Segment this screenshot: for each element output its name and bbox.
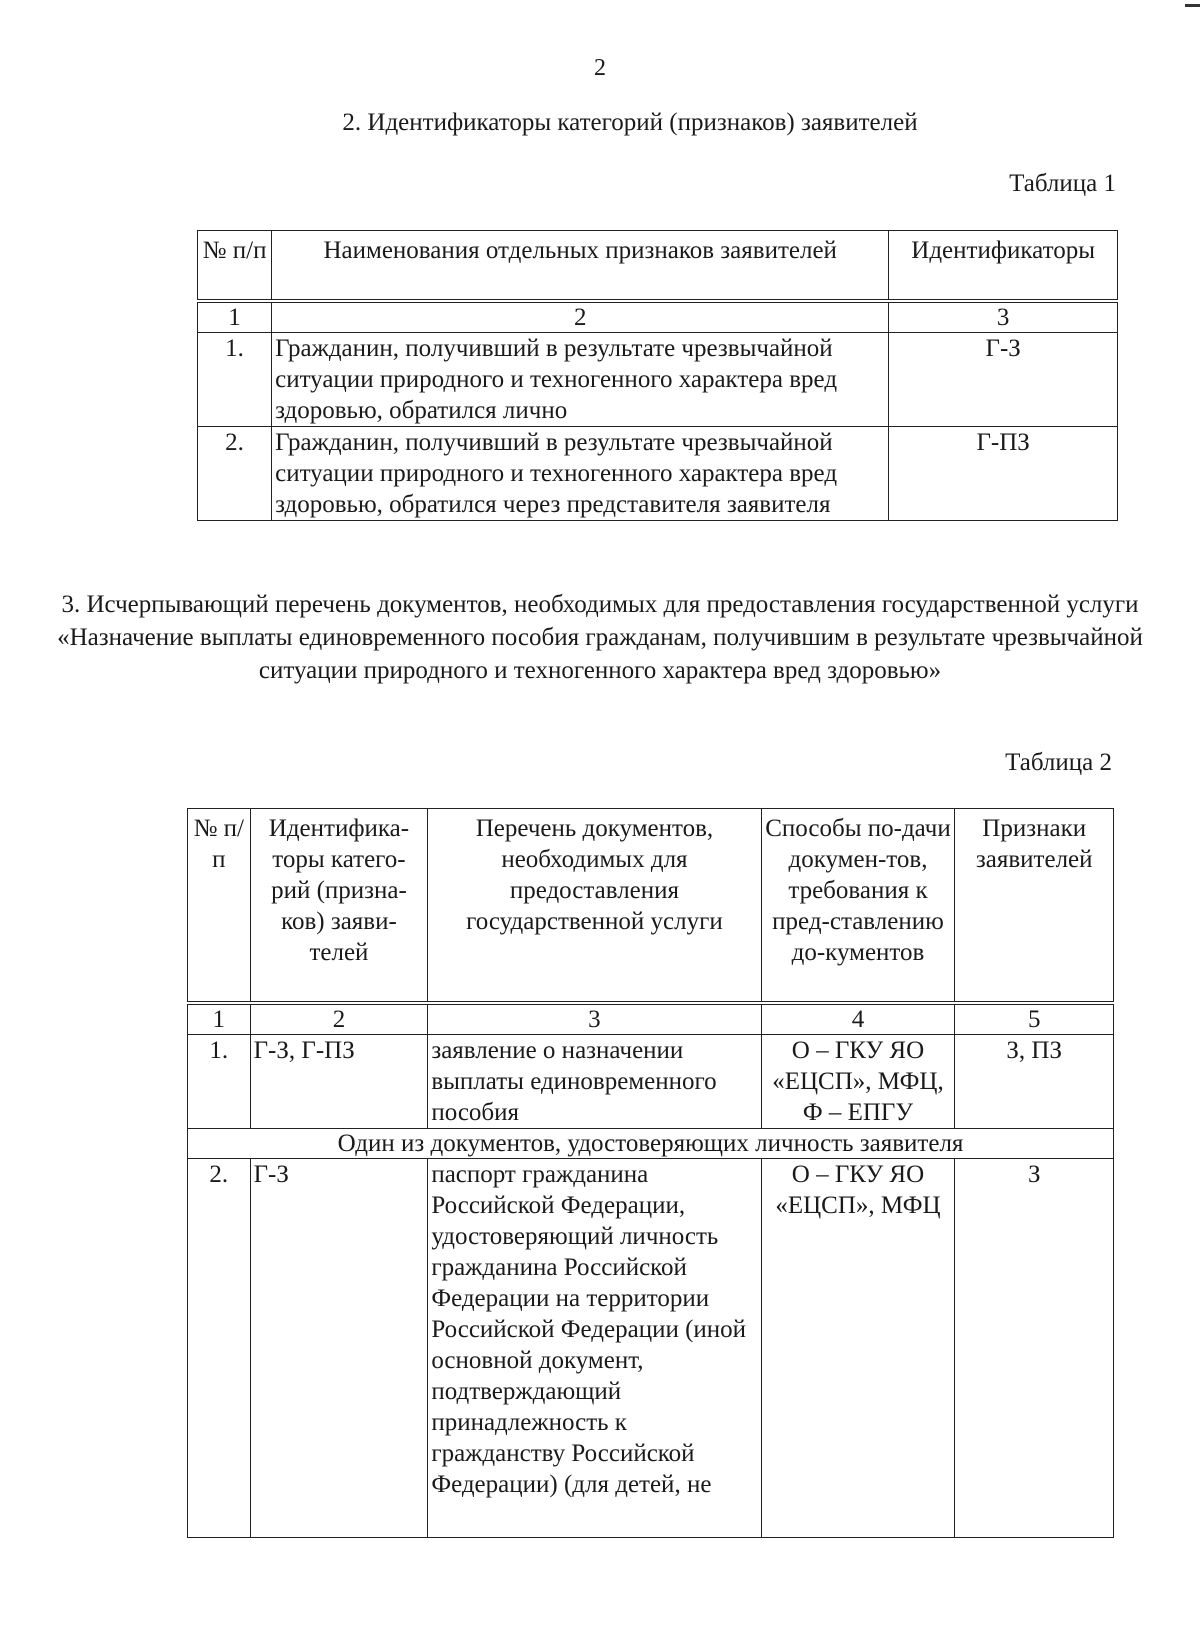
row-number: 1. — [198, 333, 272, 427]
table-2-colnum-3: 3 — [428, 1005, 761, 1035]
table-2-colnum-1: 1 — [188, 1005, 251, 1035]
page-number: 2 — [594, 55, 606, 81]
table-2-header-methods: Способы по-дачи докумен-тов, требования к пред-ставлению до-кументов — [761, 809, 955, 1002]
table-1-colnum-2: 2 — [272, 303, 889, 333]
table-2-colnum-4: 4 — [761, 1005, 955, 1035]
table-1-header-id: Идентификаторы — [889, 231, 1118, 300]
row-number: 2. — [198, 427, 272, 521]
table-1-column-numbers — [198, 303, 1118, 333]
row-identifiers: Г-З — [250, 1159, 428, 1538]
table-1-colnum-3: 3 — [889, 303, 1118, 333]
row-identifiers: Г-З, Г-ПЗ — [250, 1035, 428, 1129]
row-name: Гражданин, получивший в результате чрезвычайной ситуации природного и техногенного характера вред здоровью, обратился лично — [272, 333, 889, 427]
row-signs: З — [955, 1159, 1114, 1538]
section-2-title: 2. Идентификаторы категорий (признаков) заявителей — [342, 109, 918, 136]
section-3-title: 3. Исчерпывающий перечень документов, необходимых для предоставления государственной услуги «Назначение выплаты единовременного пособия гражданам, получившим в результате чрезвычайной ситуации природного и техногенного характера вред здоровью» — [57, 591, 1143, 684]
table-2-colnum-2: 2 — [250, 1005, 428, 1035]
table-2 — [187, 808, 1114, 1538]
row-name: Гражданин, получивший в результате чрезвычайной ситуации природного и техногенного характера вред здоровью, обратился через представителя заявителя — [272, 427, 889, 521]
table-row — [198, 333, 1118, 427]
table-2-colnum-5: 5 — [955, 1005, 1114, 1035]
table-2-column-numbers — [188, 1005, 1114, 1035]
table-2-caption: Таблица 2 — [1005, 749, 1112, 776]
table-row — [188, 1159, 1114, 1538]
row-number: 2. — [188, 1159, 251, 1538]
table-row — [198, 427, 1118, 521]
row-signs: З, ПЗ — [955, 1035, 1114, 1129]
table-2-header-ids: Идентифика-торы катего-рий (призна-ков) заяви-телей — [250, 809, 428, 1002]
table-2-span-row — [188, 1129, 1114, 1159]
table-2-header-signs: Признаки заявителей — [955, 809, 1114, 1002]
table-1-caption: Таблица 1 — [1009, 170, 1116, 197]
row-document: заявление о назначении выплаты единовременного пособия — [428, 1035, 761, 1129]
row-identifier: Г-З — [889, 333, 1118, 427]
table-row — [188, 1035, 1114, 1129]
table-1 — [197, 230, 1118, 521]
table-1-colnum-1: 1 — [198, 303, 272, 333]
span-text: Один из документов, удостоверяющих личность заявителя — [188, 1129, 1114, 1159]
table-2-header-row — [188, 809, 1114, 1002]
table-2-header-docs: Перечень документов, необходимых для предоставления государственной услуги — [428, 809, 761, 1002]
row-document: паспорт гражданина Российской Федерации, удостоверяющий личность гражданина Российской Федерации на территории Российской Федерации (иной основной документ, подтверждающий принадлежность к гражданству Российской Федерации) (для детей, не — [428, 1159, 761, 1538]
row-number: 1. — [188, 1035, 251, 1129]
table-2-header-num: № п/п — [188, 809, 251, 1002]
table-1-header-num: № п/п — [198, 231, 272, 300]
scan-mark — [1185, 4, 1200, 7]
row-method: О – ГКУ ЯО «ЕЦСП», МФЦ — [761, 1159, 955, 1538]
table-1-header-row — [198, 231, 1118, 300]
row-method: О – ГКУ ЯО «ЕЦСП», МФЦ, Ф – ЕПГУ — [761, 1035, 955, 1129]
table-1-header-name: Наименования отдельных признаков заявителей — [272, 231, 889, 300]
row-identifier: Г-ПЗ — [889, 427, 1118, 521]
